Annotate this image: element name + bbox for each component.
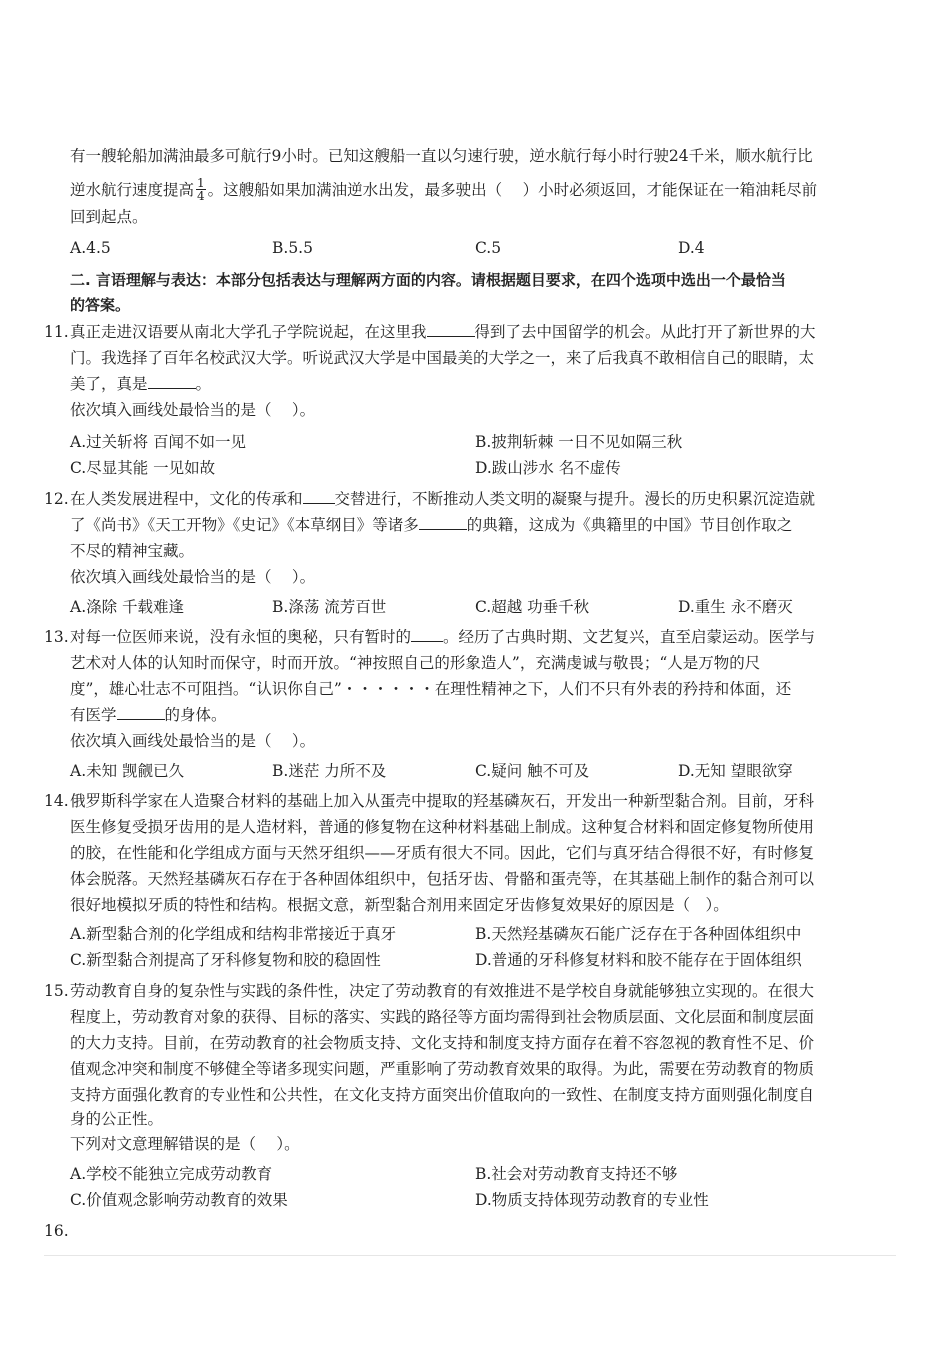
question-text-segment: 有医学 bbox=[70, 706, 117, 724]
question-prompt: 依次填入画线处最恰当的是（ ）。 bbox=[70, 401, 316, 419]
question-text-line: 劳动教育自身的复杂性与实践的条件性，决定了劳动教育的有效推进不是学校自身就能够独立实现的。在很大 bbox=[70, 982, 815, 1000]
question-text-segment: 交替进行，不断推动人类文明的凝聚与提升。漫长的历史积累沉淀造就 bbox=[334, 490, 816, 508]
question-text-line: 艺术对人体的认知时而保守，时而开放。“神按照自己的形象造人”，充满虔诚与敬畏；“人是万物的尺 bbox=[70, 654, 761, 672]
fraction-numerator: 1 bbox=[197, 175, 205, 190]
option-c[interactable]: C.尽显其能 一见如故 bbox=[70, 459, 216, 477]
option-c[interactable]: C.5 bbox=[475, 239, 502, 257]
question-text-segment: 。 bbox=[195, 375, 212, 393]
question-text-line: 的大力支持。目前，在劳动教育的社会物质支持、文化支持和制度支持方面存在着不容忽视的教育性不足、价 bbox=[70, 1034, 815, 1052]
question-text-segment: 逆水航行速度提高 bbox=[70, 181, 195, 199]
question-prompt: 下列对文意理解错误的是（ ）。 bbox=[70, 1135, 300, 1153]
question-text-line: 支持方面强化教育的专业性和公共性，在文化支持方面突出价值取向的一致性、在制度支持方面则强化制度自 bbox=[70, 1086, 815, 1104]
question-text-segment: 。这艘船如果加满油逆水出发，最多驶出（ ）小时必须返回，才能保证在一箱油耗尽前 bbox=[207, 181, 818, 199]
option-c[interactable]: C.疑问 触不可及 bbox=[475, 762, 590, 780]
fill-blank bbox=[411, 627, 443, 642]
fill-blank bbox=[427, 322, 475, 337]
question-text-segment: 在人类发展进程中，文化的传承和 bbox=[70, 490, 303, 508]
page-divider bbox=[44, 1255, 896, 1256]
question-text-line: 不尽的精神宝藏。 bbox=[70, 542, 195, 560]
option-a[interactable]: A.4.5 bbox=[70, 239, 111, 257]
option-d[interactable]: D.普通的牙科修复材料和胶不能存在于固体组织 bbox=[475, 951, 802, 969]
fraction bbox=[196, 177, 206, 202]
question-text-segment: 。经历了古典时期、文艺复兴，直至启蒙运动。医学与 bbox=[443, 628, 816, 646]
fill-blank bbox=[419, 515, 467, 530]
option-d[interactable]: D.重生 永不磨灭 bbox=[678, 598, 793, 616]
question-text-segment: 真正走进汉语要从南北大学孔子学院说起，在这里我 bbox=[70, 323, 427, 341]
option-b[interactable]: B.披荆斩棘 一日不见如隔三秋 bbox=[475, 433, 683, 451]
option-b[interactable]: B.涤荡 流芳百世 bbox=[272, 598, 387, 616]
question-text-line: 值观念冲突和制度不够健全等诸多现实问题，严重影响了劳动教育效果的取得。为此，需要在劳动教育的物质 bbox=[70, 1060, 815, 1078]
option-b[interactable]: B.天然羟基磷灰石能广泛存在于各种固体组织中 bbox=[475, 925, 802, 943]
question-text-line: 门。我选择了百年名校武汉大学。听说武汉大学是中国最美的大学之一，来了后我真不敢相信自己的眼睛，太 bbox=[70, 349, 815, 367]
option-a[interactable]: A.新型黏合剂的化学组成和结构非常接近于真牙 bbox=[70, 925, 397, 943]
question-text-segment: 了《尚书》《天工开物》《史记》《本草纲目》等诸多 bbox=[70, 516, 419, 534]
question-text-segment: 美了，真是 bbox=[70, 375, 148, 393]
question-text-line: 体会脱落。天然羟基磷灰石存在于各种固体组织中，包括牙齿、骨骼和蛋壳等，在其基础上制作的黏合剂可以 bbox=[70, 870, 815, 888]
question-text-line: 俄罗斯科学家在人造聚合材料的基础上加入从蛋壳中提取的羟基磷灰石，开发出一种新型黏合剂。目前，牙科 bbox=[70, 792, 815, 810]
question-number: 13. bbox=[44, 628, 69, 646]
question-number: 16. bbox=[44, 1222, 69, 1240]
question-text-line bbox=[70, 175, 817, 205]
option-a[interactable]: A.过关斩将 百闻不如一见 bbox=[70, 433, 247, 451]
question-text-line: 度”，雄心壮志不可阻挡。“认识你自己”・・・・・・在理性精神之下，人们不只有外表的矜持和体面，还 bbox=[70, 680, 792, 698]
option-c[interactable]: C.超越 功垂千秋 bbox=[475, 598, 590, 616]
question-text-line: 有一艘轮船加满油最多可航行9小时。已知这艘船一直以匀速行驶，逆水航行每小时行驶24千米，顺水航行比 bbox=[70, 147, 813, 165]
question-text-line bbox=[70, 626, 815, 648]
question-text-segment: 的身体。 bbox=[164, 706, 227, 724]
question-text-line bbox=[70, 488, 815, 510]
question-text-line: 程度上，劳动教育对象的获得、目标的落实、实践的路径等方面均需得到社会物质层面、文化层面和制度层面 bbox=[70, 1008, 815, 1026]
option-b[interactable]: B.社会对劳动教育支持还不够 bbox=[475, 1165, 678, 1183]
fraction-denominator: 4 bbox=[197, 188, 205, 203]
option-b[interactable]: B.5.5 bbox=[272, 239, 313, 257]
question-prompt: 依次填入画线处最恰当的是（ ）。 bbox=[70, 568, 316, 586]
question-text-line bbox=[70, 704, 227, 726]
question-text-line: 很好地模拟牙质的特性和结构。根据文意，新型黏合剂用来固定牙齿修复效果好的原因是（ ）。 bbox=[70, 896, 729, 914]
question-text-segment: 对每一位医师来说，没有永恒的奥秘，只有暂时的 bbox=[70, 628, 412, 646]
section-title-line: 的答案。 bbox=[70, 296, 131, 314]
fill-blank bbox=[117, 705, 165, 720]
option-a[interactable]: A.涤除 千载难逢 bbox=[70, 598, 185, 616]
question-number: 15. bbox=[44, 982, 69, 1000]
question-text-line: 回到起点。 bbox=[70, 208, 148, 226]
fill-blank bbox=[303, 489, 335, 504]
question-text-line: 医生修复受损牙齿用的是人造材料，普通的修复物在这种材料基础上制成。这种复合材料和固定修复物所使用 bbox=[70, 818, 815, 836]
question-number: 14. bbox=[44, 792, 69, 810]
option-b[interactable]: B.迷茫 力所不及 bbox=[272, 762, 387, 780]
option-c[interactable]: C.新型黏合剂提高了牙科修复物和胶的稳固性 bbox=[70, 951, 381, 969]
option-d[interactable]: D.跋山涉水 名不虚传 bbox=[475, 459, 621, 477]
option-c[interactable]: C.价值观念影响劳动教育的效果 bbox=[70, 1191, 288, 1209]
option-d[interactable]: D.无知 望眼欲穿 bbox=[678, 762, 793, 780]
question-text-line: 身的公正性。 bbox=[70, 1110, 164, 1128]
fill-blank bbox=[148, 374, 196, 389]
section-title-line: 二. 言语理解与表达：本部分包括表达与理解两方面的内容。请根据题目要求，在四个选项中选出一个最恰当 bbox=[70, 271, 786, 289]
question-prompt: 依次填入画线处最恰当的是（ ）。 bbox=[70, 732, 316, 750]
question-text-line bbox=[70, 514, 792, 536]
question-text-line bbox=[70, 373, 211, 395]
option-d[interactable]: D.4 bbox=[678, 239, 705, 257]
question-text-segment: 的典籍，这成为《典籍里的中国》节目创作取之 bbox=[466, 516, 793, 534]
option-a[interactable]: A.未知 觊觎已久 bbox=[70, 762, 185, 780]
question-text-line: 的胶，在性能和化学组成方面与天然牙组织——牙质有很大不同。因此，它们与真牙结合得很不好，有时修复 bbox=[70, 844, 815, 862]
question-text-line bbox=[70, 321, 816, 343]
question-text-segment: 得到了去中国留学的机会。从此打开了新世界的大 bbox=[474, 323, 816, 341]
option-d[interactable]: D.物质支持体现劳动教育的专业性 bbox=[475, 1191, 709, 1209]
option-a[interactable]: A.学校不能独立完成劳动教育 bbox=[70, 1165, 273, 1183]
question-number: 11. bbox=[44, 323, 69, 341]
question-number: 12. bbox=[44, 490, 69, 508]
